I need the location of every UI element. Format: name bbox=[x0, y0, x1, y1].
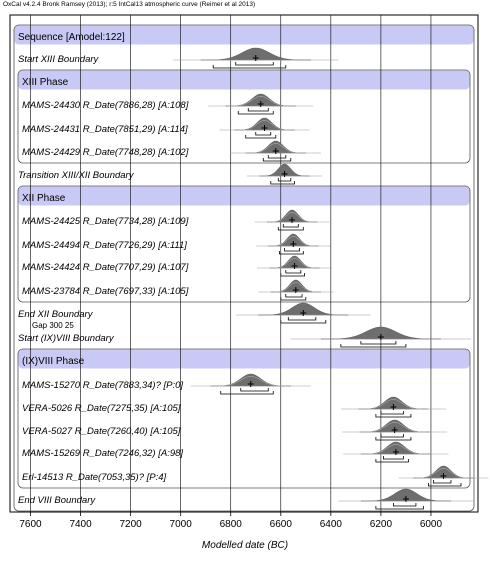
row-label-9: MAMS-24494 R_Date(7726,29) [A:111] bbox=[22, 240, 187, 251]
x-tick-label-4: 6800 bbox=[219, 519, 242, 530]
x-tick-label-3: 7000 bbox=[169, 519, 192, 530]
group-header-band-3 bbox=[19, 350, 470, 369]
row-label-4: MAMS-24431 R_Date(7851,29) [A:114] bbox=[22, 124, 188, 135]
row-label-1: Start XIII Boundary bbox=[18, 54, 99, 65]
row-label-3: MAMS-24430 R_Date(7886,28) [A:108] bbox=[22, 100, 189, 111]
row-label-16: MAMS-15270 R_Date(7883,34)? [P:0] bbox=[22, 380, 184, 391]
x-tick-label-5: 6600 bbox=[269, 519, 292, 530]
row-label-10: MAMS-24424 R_Date(7707,29) [A:107] bbox=[22, 262, 189, 273]
group-label-2: XIII Phase bbox=[22, 77, 69, 88]
x-tick-label-6: 6400 bbox=[319, 519, 342, 530]
row-label-17: VERA-5026 R_Date(7275,35) [A:105] bbox=[22, 403, 181, 414]
row-label-14: Start (IX)VIII Boundary bbox=[18, 333, 114, 344]
row-label-6: Transition XIII/XII Boundary bbox=[18, 170, 134, 181]
x-tick-label-1: 7400 bbox=[69, 519, 92, 530]
group-label-0: Sequence [Amodel:122] bbox=[18, 32, 125, 43]
row-label-20: Erl-14513 R_Date(7053,35)? [P:4] bbox=[22, 472, 167, 483]
x-axis-label: Modelled date (BC) bbox=[201, 540, 289, 551]
x-tick-label-0: 7600 bbox=[19, 519, 42, 530]
group-header-band-2 bbox=[19, 187, 470, 206]
row-label-11: MAMS-23784 R_Date(7697,33) [A:105] bbox=[22, 286, 189, 297]
group-label-15: (IX)VIII Phase bbox=[22, 356, 85, 367]
x-tick-label-2: 7200 bbox=[119, 519, 142, 530]
row-label-5: MAMS-24429 R_Date(7748,28) [A:102] bbox=[22, 147, 189, 158]
x-tick-label-8: 6000 bbox=[419, 519, 443, 530]
row-label-19: MAMS-15269 R_Date(7246,32) [A:98] bbox=[22, 448, 184, 459]
row-label-18: VERA-5027 R_Date(7260,40) [A:105] bbox=[22, 426, 181, 437]
group-label-7: XII Phase bbox=[22, 193, 66, 204]
gap-label: Gap 300 25 bbox=[32, 321, 74, 330]
row-label-8: MAMS-24425 R_Date(7734,28) [A:109] bbox=[22, 216, 189, 227]
row-label-12: End XII Boundary bbox=[18, 309, 93, 320]
software-header: OxCal v4.2.4 Bronk Ramsey (2013); r:5 IntCal13 atmospheric curve (Reimer et al 2013) bbox=[3, 1, 256, 8]
row-label-21: End VIII Boundary bbox=[18, 495, 96, 506]
x-tick-label-7: 6200 bbox=[369, 519, 393, 530]
group-header-band-1 bbox=[19, 71, 470, 90]
